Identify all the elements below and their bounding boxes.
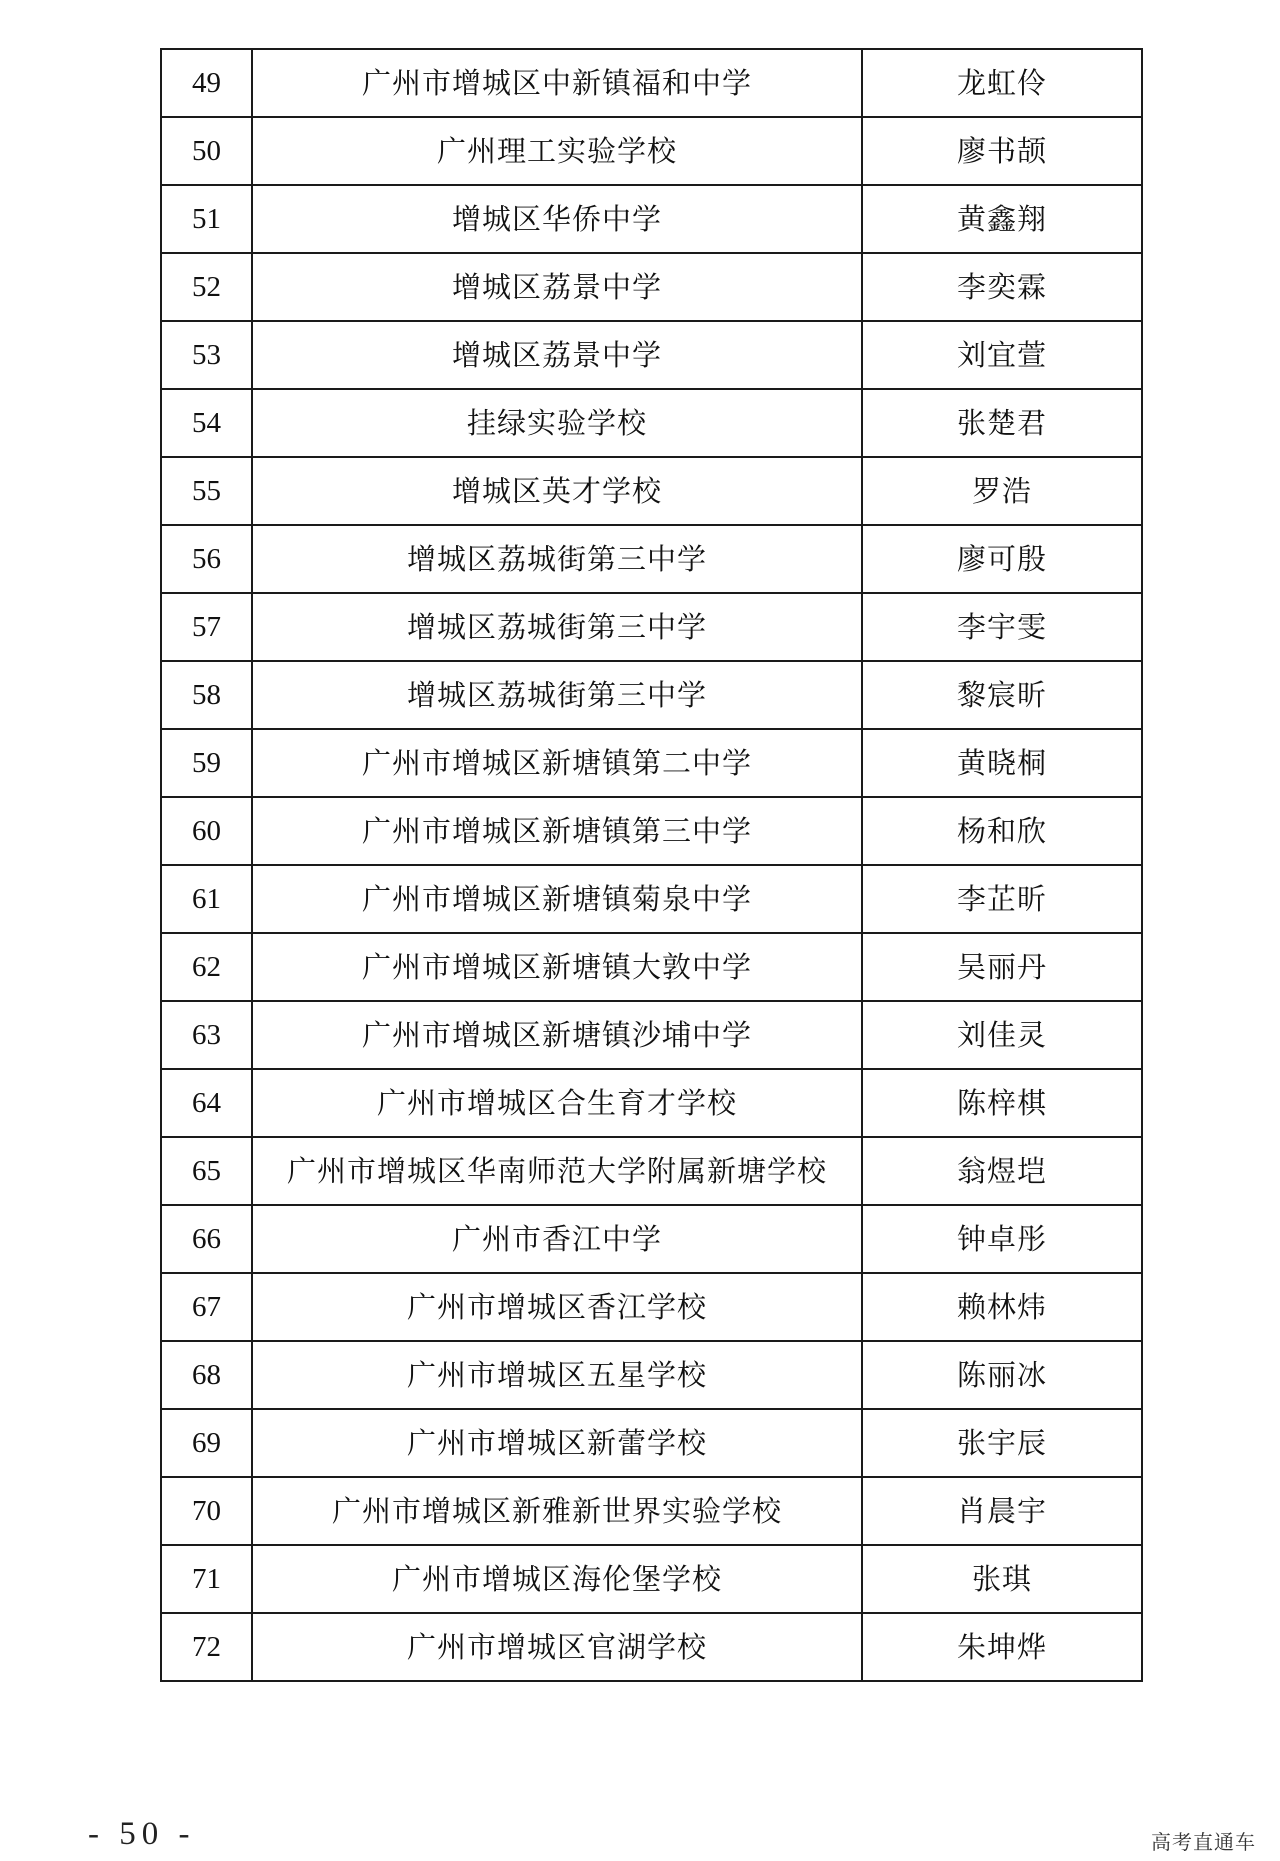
school-cell: 广州市增城区新塘镇第二中学 — [252, 729, 862, 797]
row-number-cell: 50 — [161, 117, 252, 185]
row-number-cell: 59 — [161, 729, 252, 797]
row-number-cell: 49 — [161, 49, 252, 117]
school-cell: 增城区华侨中学 — [252, 185, 862, 253]
row-number-cell: 56 — [161, 525, 252, 593]
school-cell: 广州市增城区五星学校 — [252, 1341, 862, 1409]
school-cell: 挂绿实验学校 — [252, 389, 862, 457]
student-name-cell: 刘宜萱 — [862, 321, 1142, 389]
table-row — [161, 933, 1142, 1001]
student-name-cell: 钟卓彤 — [862, 1205, 1142, 1273]
student-name-cell: 廖可殷 — [862, 525, 1142, 593]
row-number-cell: 64 — [161, 1069, 252, 1137]
row-number-cell: 61 — [161, 865, 252, 933]
table-row — [161, 1273, 1142, 1341]
student-name-cell: 李宇雯 — [862, 593, 1142, 661]
student-name-cell: 李芷昕 — [862, 865, 1142, 933]
table-row — [161, 729, 1142, 797]
student-name-cell: 黄晓桐 — [862, 729, 1142, 797]
row-number-cell: 70 — [161, 1477, 252, 1545]
row-number-cell: 54 — [161, 389, 252, 457]
table-row — [161, 389, 1142, 457]
table-row — [161, 1205, 1142, 1273]
school-cell: 增城区荔景中学 — [252, 253, 862, 321]
table-row — [161, 797, 1142, 865]
table-row — [161, 1409, 1142, 1477]
school-cell: 广州市增城区官湖学校 — [252, 1613, 862, 1681]
school-cell: 增城区英才学校 — [252, 457, 862, 525]
table-row — [161, 593, 1142, 661]
table-row — [161, 1069, 1142, 1137]
student-name-cell: 张楚君 — [862, 389, 1142, 457]
school-cell: 广州理工实验学校 — [252, 117, 862, 185]
table-row — [161, 117, 1142, 185]
school-cell: 增城区荔景中学 — [252, 321, 862, 389]
table-row — [161, 49, 1142, 117]
table-row — [161, 321, 1142, 389]
table-row — [161, 1341, 1142, 1409]
watermark-text: 高考直通车 — [1151, 1830, 1256, 1854]
table-row — [161, 457, 1142, 525]
row-number-cell: 63 — [161, 1001, 252, 1069]
table-row — [161, 1545, 1142, 1613]
table-row — [161, 185, 1142, 253]
table-row — [161, 1001, 1142, 1069]
row-number-cell: 51 — [161, 185, 252, 253]
row-number-cell: 62 — [161, 933, 252, 1001]
student-name-cell: 刘佳灵 — [862, 1001, 1142, 1069]
roster-body — [161, 49, 1142, 1681]
student-name-cell: 廖书颉 — [862, 117, 1142, 185]
row-number-cell: 58 — [161, 661, 252, 729]
row-number-cell: 69 — [161, 1409, 252, 1477]
student-name-cell: 杨和欣 — [862, 797, 1142, 865]
student-name-cell: 朱坤烨 — [862, 1613, 1142, 1681]
school-cell: 广州市增城区新塘镇大敦中学 — [252, 933, 862, 1001]
student-name-cell: 张宇辰 — [862, 1409, 1142, 1477]
row-number-cell: 68 — [161, 1341, 252, 1409]
row-number-cell: 72 — [161, 1613, 252, 1681]
school-cell: 广州市增城区新蕾学校 — [252, 1409, 862, 1477]
student-name-cell: 吴丽丹 — [862, 933, 1142, 1001]
row-number-cell: 55 — [161, 457, 252, 525]
student-name-cell: 陈丽冰 — [862, 1341, 1142, 1409]
school-cell: 增城区荔城街第三中学 — [252, 593, 862, 661]
school-cell: 广州市增城区海伦堡学校 — [252, 1545, 862, 1613]
row-number-cell: 53 — [161, 321, 252, 389]
row-number-cell: 57 — [161, 593, 252, 661]
school-cell: 广州市增城区香江学校 — [252, 1273, 862, 1341]
student-name-cell: 黄鑫翔 — [862, 185, 1142, 253]
student-name-cell: 李奕霖 — [862, 253, 1142, 321]
table-row — [161, 1613, 1142, 1681]
table-row — [161, 253, 1142, 321]
student-name-cell: 罗浩 — [862, 457, 1142, 525]
school-cell: 广州市增城区新塘镇菊泉中学 — [252, 865, 862, 933]
row-number-cell: 65 — [161, 1137, 252, 1205]
student-name-cell: 黎宸昕 — [862, 661, 1142, 729]
table-row — [161, 525, 1142, 593]
school-cell: 增城区荔城街第三中学 — [252, 525, 862, 593]
school-cell: 增城区荔城街第三中学 — [252, 661, 862, 729]
row-number-cell: 66 — [161, 1205, 252, 1273]
row-number-cell: 71 — [161, 1545, 252, 1613]
school-cell: 广州市增城区新塘镇沙埔中学 — [252, 1001, 862, 1069]
student-name-cell: 肖晨宇 — [862, 1477, 1142, 1545]
roster-table — [160, 48, 1143, 1682]
row-number-cell: 67 — [161, 1273, 252, 1341]
row-number-cell: 60 — [161, 797, 252, 865]
school-cell: 广州市增城区中新镇福和中学 — [252, 49, 862, 117]
row-number-cell: 52 — [161, 253, 252, 321]
school-cell: 广州市增城区新塘镇第三中学 — [252, 797, 862, 865]
school-cell: 广州市香江中学 — [252, 1205, 862, 1273]
school-cell: 广州市增城区新雅新世界实验学校 — [252, 1477, 862, 1545]
student-name-cell: 陈梓棋 — [862, 1069, 1142, 1137]
table-row — [161, 661, 1142, 729]
page-number: - 50 - — [88, 1816, 196, 1852]
student-name-cell: 翁煜垲 — [862, 1137, 1142, 1205]
school-cell: 广州市增城区合生育才学校 — [252, 1069, 862, 1137]
table-row — [161, 1477, 1142, 1545]
student-name-cell: 赖林炜 — [862, 1273, 1142, 1341]
school-cell: 广州市增城区华南师范大学附属新塘学校 — [252, 1137, 862, 1205]
table-row — [161, 865, 1142, 933]
student-name-cell: 龙虹伶 — [862, 49, 1142, 117]
student-name-cell: 张琪 — [862, 1545, 1142, 1613]
table-row — [161, 1137, 1142, 1205]
